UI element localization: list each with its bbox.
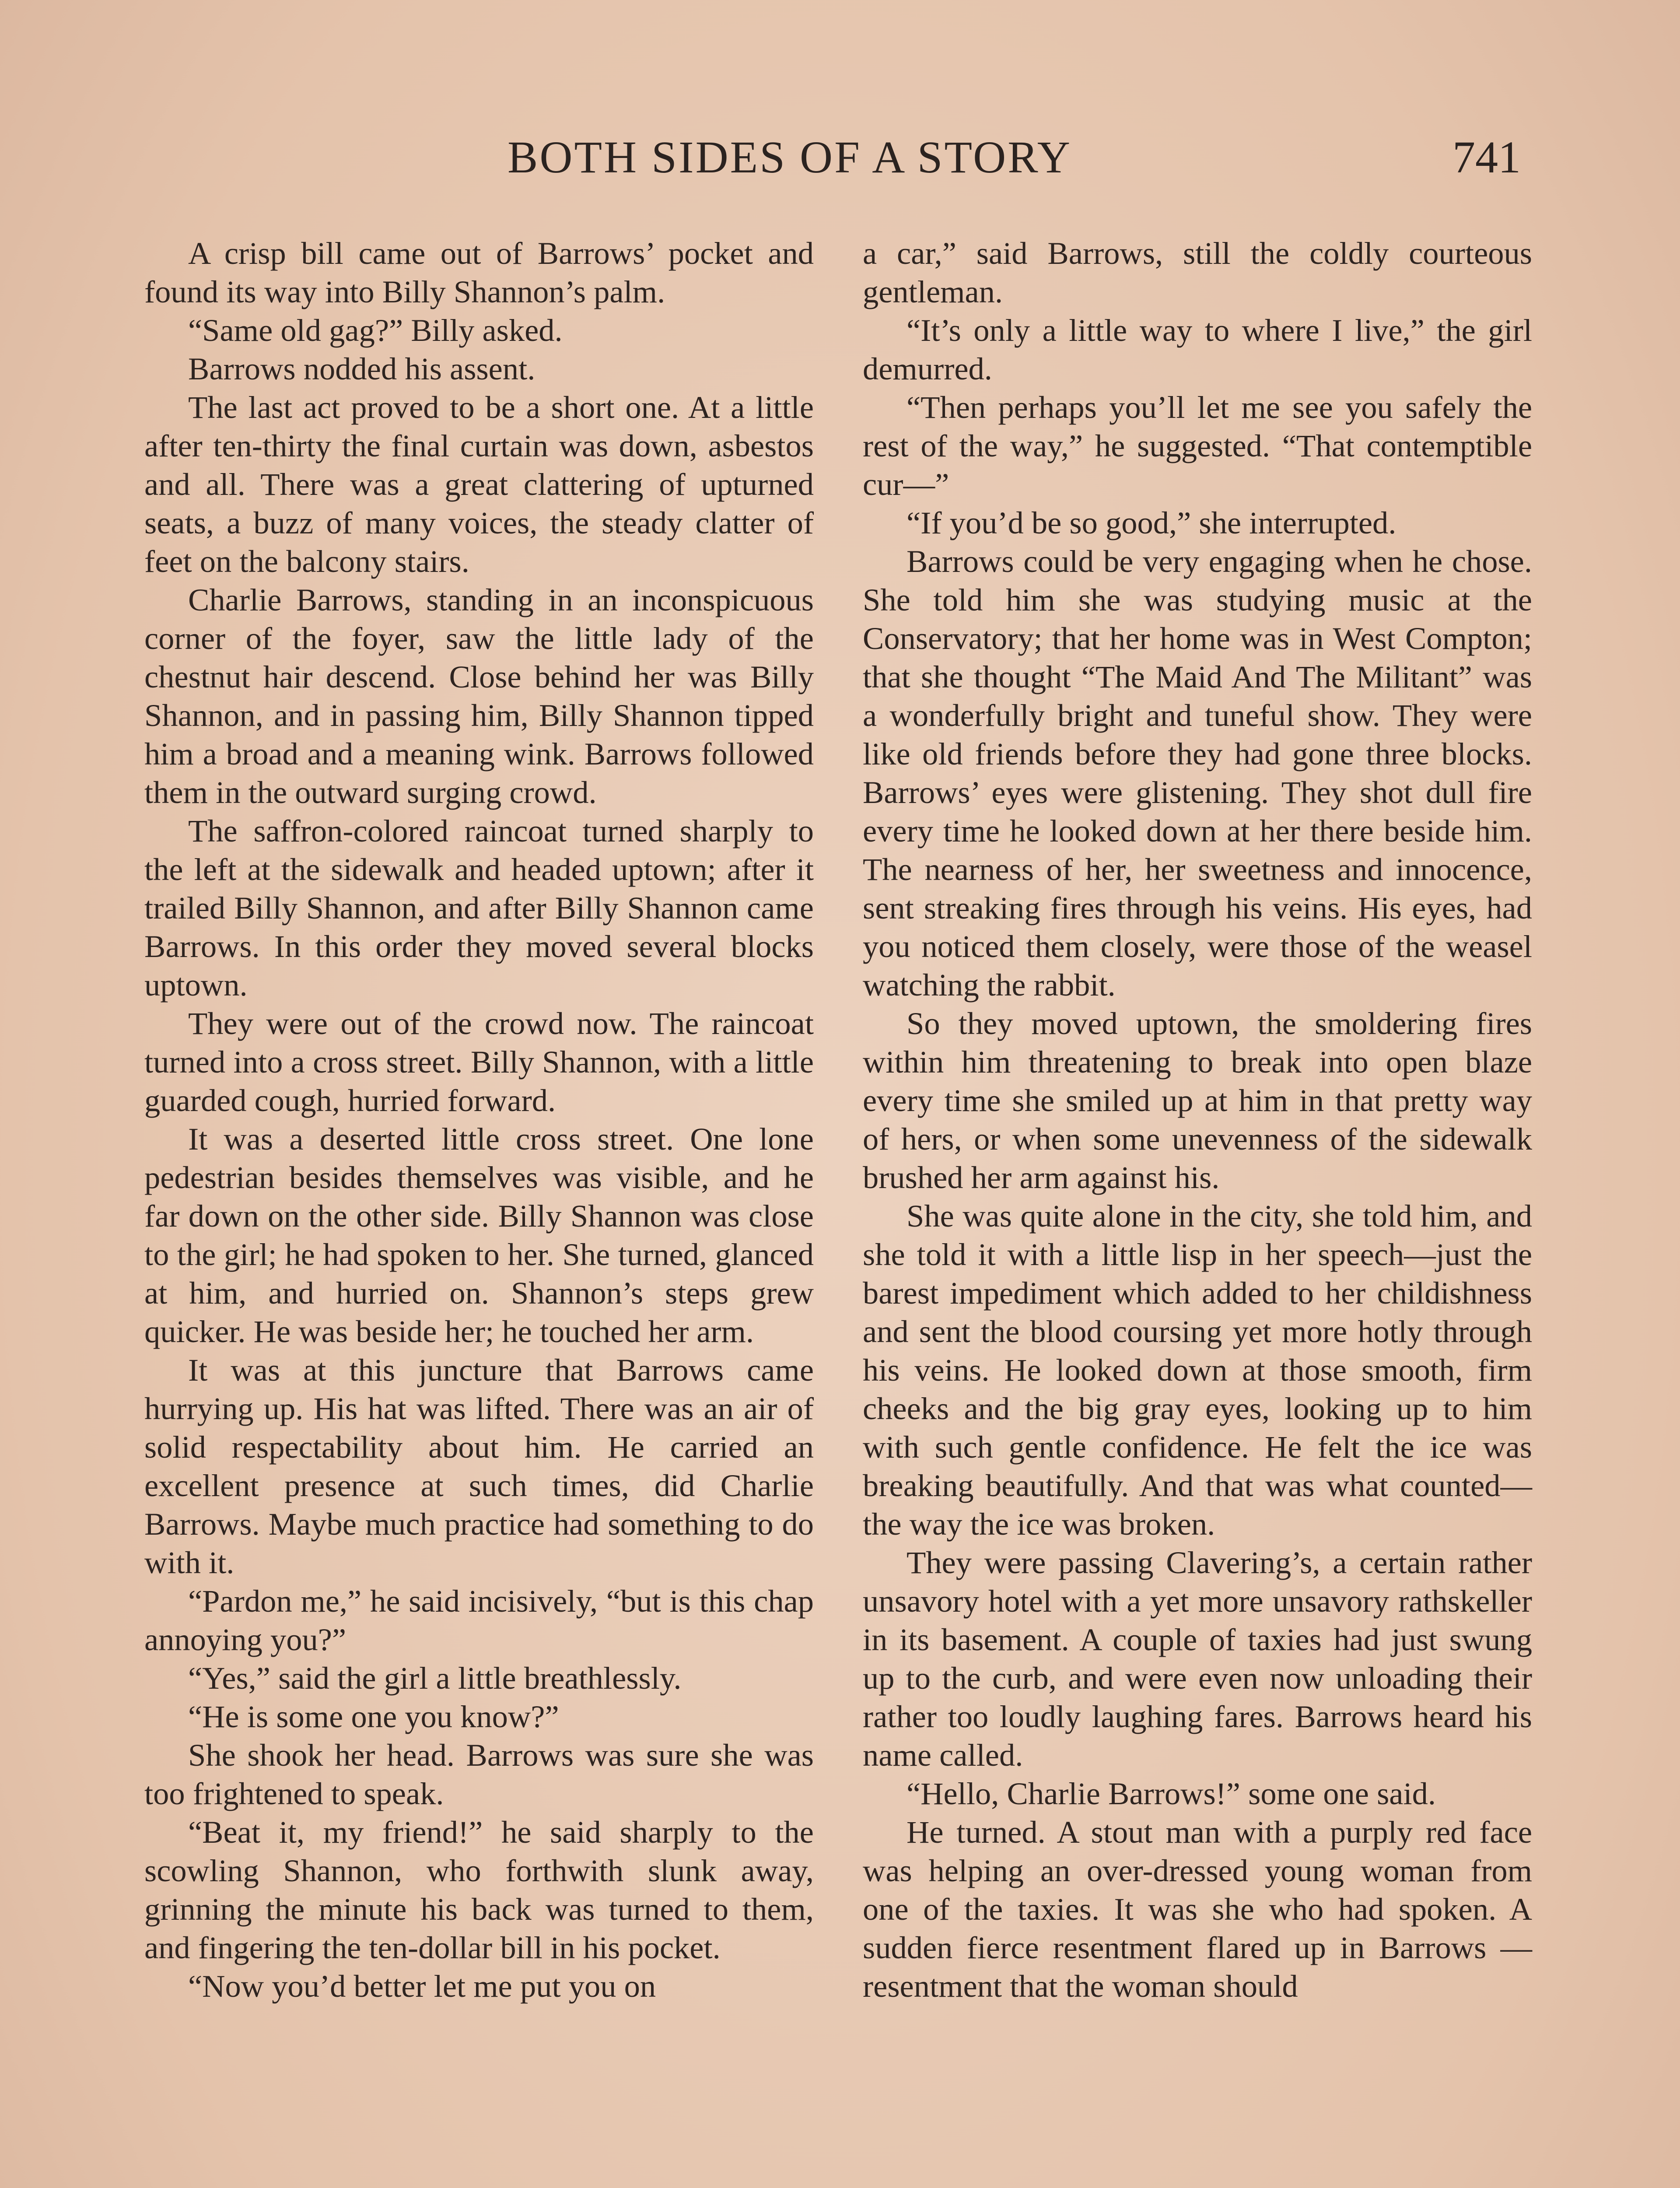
paragraph: A crisp bill came out of Barrows’ pocket and found its way into Billy Shannon’s palm.	[144, 235, 814, 309]
paragraph: “Same old gag?” Billy asked.	[188, 312, 563, 348]
paragraph: The last act proved to be a short one. At a little after ten-thirty the final curtain was down, asbestos and all. There was a great clattering of upturned seats, a buzz of many voices, the steady clatter of feet on the balcony stairs.	[144, 389, 814, 579]
paragraph: “Yes,” said the girl a little breathlessly.	[188, 1660, 682, 1696]
page-number: 741	[1452, 132, 1521, 182]
paragraph: Barrows nodded his assent.	[188, 351, 536, 386]
paragraph: She shook her head. Barrows was sure she was too frightened to speak.	[144, 1737, 814, 1811]
paragraph: “If you’d be so good,” she interrupted.	[906, 505, 1396, 540]
paragraph: They were passing Clavering’s, a certain rather unsavory hotel with a yet more unsavory rathskeller in its basement. A couple of taxies had just swung up to the curb, and were even now unloading their rather too loudly laughing fares. Barrows heard his name called.	[863, 1545, 1532, 1773]
running-head-title: BOTH SIDES OF A STORY	[508, 132, 1072, 182]
paragraph: “Pardon me,” he said incisively, “but is this chap annoying you?”	[144, 1583, 814, 1657]
paragraph: “Then perhaps you’ll let me see you safely the rest of the way,” he suggested. “That contemptible cur—”	[863, 389, 1532, 502]
paragraph: Barrows could be very engaging when he chose. She told him she was studying music at the Conservatory; that her home was in West Compton; that she thought “The Maid And The Militant” was a wonderfully bright and tuneful show. They were like old friends before they had gone three blocks. Barrows’ eyes were glistening. They shot dull fire every time he looked down at her there beside him. The nearness of her, her sweetness and innocence, sent streaking fires through his veins. His eyes, had you noticed them closely, were those of the weasel watching the rabbit.	[863, 543, 1532, 1003]
paragraph: She was quite alone in the city, she told him, and she told it with a little lisp in her speech—just the barest impediment which added to her childishness and sent the blood coursing yet more hotly through his veins. He looked down at those smooth, firm cheeks and the big gray eyes, looking up to him with such gentle confidence. He felt the ice was breaking beautifully. And that was what counted—the way the ice was broken.	[863, 1198, 1532, 1542]
paragraph-continued: a car,” said Barrows, still the coldly courteous gentleman.	[863, 235, 1532, 309]
paragraph: They were out of the crowd now. The raincoat turned into a cross street. Billy Shannon, with a little guarded cough, hurried forward.	[144, 1006, 814, 1118]
paragraph: “Now you’d better let me put you on	[188, 1968, 656, 2004]
paragraph: It was a deserted little cross street. One lone pedestrian besides themselves was visible, and he far down on the other side. Billy Shannon was close to the girl; he had spoken to her. She turned, glanced at him, and hurried on. Shannon’s steps grew quicker. He was beside her; he touched her arm.	[144, 1121, 814, 1349]
paragraph: The saffron-colored raincoat turned sharply to the left at the sidewalk and headed uptown; after it trailed Billy Shannon, and after Billy Shannon came Barrows. In this order they moved several blocks uptown.	[144, 813, 814, 1003]
paragraph: “Hello, Charlie Barrows!” some one said.	[906, 1776, 1436, 1811]
text-column-left	[144, 234, 814, 2006]
paragraph: “Beat it, my friend!” he said sharply to the scowling Shannon, who forthwith slunk away, grinning the minute his back was turned to them, and fingering the ten-dollar bill in his pocket.	[144, 1814, 814, 1965]
paragraph: “It’s only a little way to where I live,” the girl demurred.	[863, 312, 1532, 386]
paragraph: So they moved uptown, the smoldering fires within him threatening to break into open blaze every time she smiled up at him in that pretty way of hers, or when some unevenness of the sidewalk brushed her arm against his.	[863, 1006, 1532, 1195]
text-column-right	[863, 234, 1532, 2006]
paragraph: It was at this juncture that Barrows came hurrying up. His hat was lifted. There was an air of solid respectability about him. He carried an excellent presence at such times, did Charlie Barrows. Maybe much practice had something to do with it.	[144, 1352, 814, 1580]
paragraph: He turned. A stout man with a purply red face was helping an over-dressed young woman from one of the taxies. It was she who had spoken. A sudden fierce resentment flared up in Barrows —resentment that the woman should	[863, 1814, 1532, 2004]
paragraph: “He is some one you know?”	[188, 1699, 559, 1734]
paragraph: Charlie Barrows, standing in an inconspicuous corner of the foyer, saw the little lady of the chestnut hair descend. Close behind her was Billy Shannon, and in passing him, Billy Shannon tipped him a broad and a meaning wink. Barrows followed them in the outward surging crowd.	[144, 582, 814, 810]
